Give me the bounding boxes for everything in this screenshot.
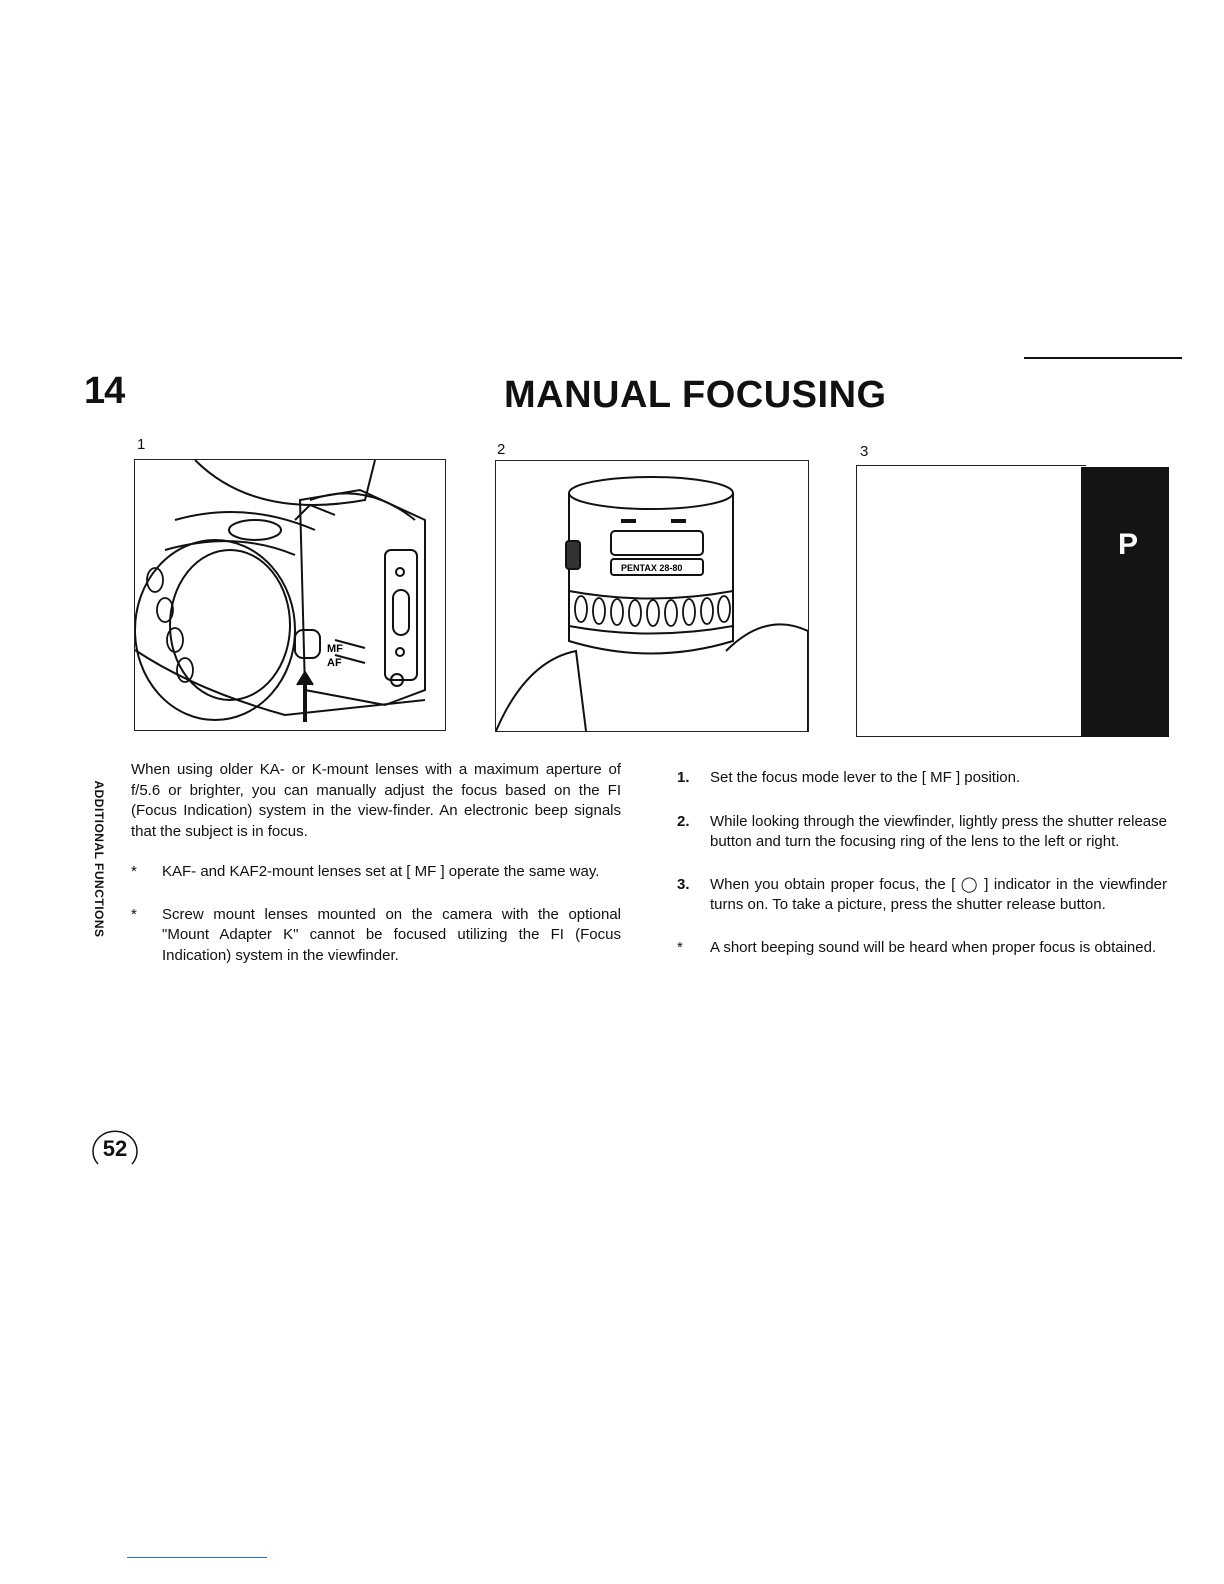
note-text: KAF- and KAF2-mount lenses set at [ MF ] operate the same way. — [162, 863, 600, 880]
note-mark: * — [131, 905, 137, 923]
note-text: A short beeping sound will be heard when proper focus is obtained. — [710, 938, 1157, 956]
page-number: 52 — [102, 1136, 128, 1161]
section-number: 14 — [84, 370, 125, 412]
section-tab — [1081, 467, 1169, 737]
figure-2-label: 2 — [497, 441, 506, 458]
lever-af-label: AF — [327, 657, 342, 669]
left-column — [131, 760, 621, 966]
figure-1-label: 1 — [137, 436, 146, 453]
step-number: 2. — [677, 812, 690, 830]
step-text: When you obtain proper focus, the [ ◯ ] indicator in the viewfinder turns on. To take a picture, press the shutter release button. — [710, 875, 1167, 913]
bottom-rule — [127, 1557, 267, 1558]
side-section-label — [88, 780, 110, 938]
page-title: MANUAL FOCUSING — [504, 374, 887, 416]
step-text: Set the focus mode lever to the [ MF ] position. — [710, 769, 1021, 786]
lens-ring-drawing — [496, 461, 808, 731]
page-number-badge — [90, 1126, 140, 1172]
note-item — [131, 862, 621, 883]
note-item — [131, 905, 621, 967]
note-text: Screw mount lenses mounted on the camera with the optional "Mount Adapter K" cannot be focused utilizing the FI (Focus Indication) system in the viewfinder. — [162, 905, 621, 964]
side-section-label-text: ADDITIONAL FUNCTIONS — [92, 780, 106, 938]
intro-paragraph: When using older KA- or K-mount lenses with a maximum aperture of f/5.6 or brighter, you can manually adjust the focus based on the FI (Focus Indication) system in the view-finder. An electronic beep signals that the subject is in focus. — [131, 761, 621, 840]
note-mark: * — [131, 863, 137, 880]
top-rule — [1024, 357, 1182, 359]
camera-body-drawing — [135, 460, 445, 730]
step-number: 1. — [677, 769, 690, 786]
right-column — [677, 768, 1167, 958]
note-mark: * — [677, 938, 683, 956]
figure-3-label: 3 — [860, 443, 869, 460]
lever-mf-label: MF — [327, 643, 343, 655]
figure-3-blank-frame — [856, 465, 1086, 737]
step-number: 3. — [677, 875, 690, 893]
section-tab-letter: P — [1118, 528, 1139, 561]
note-item — [677, 938, 1167, 959]
figure-1-camera-illustration — [134, 459, 446, 731]
step-item — [677, 875, 1167, 916]
step-text: While looking through the viewfinder, lightly press the shutter release button and turn the focusing ring of the lens to the left or right. — [710, 812, 1167, 850]
step-item — [677, 812, 1167, 853]
step-item — [677, 768, 1167, 789]
lens-brand-text: PENTAX 28-80 — [621, 563, 683, 573]
figure-2-lens-illustration — [495, 460, 809, 732]
